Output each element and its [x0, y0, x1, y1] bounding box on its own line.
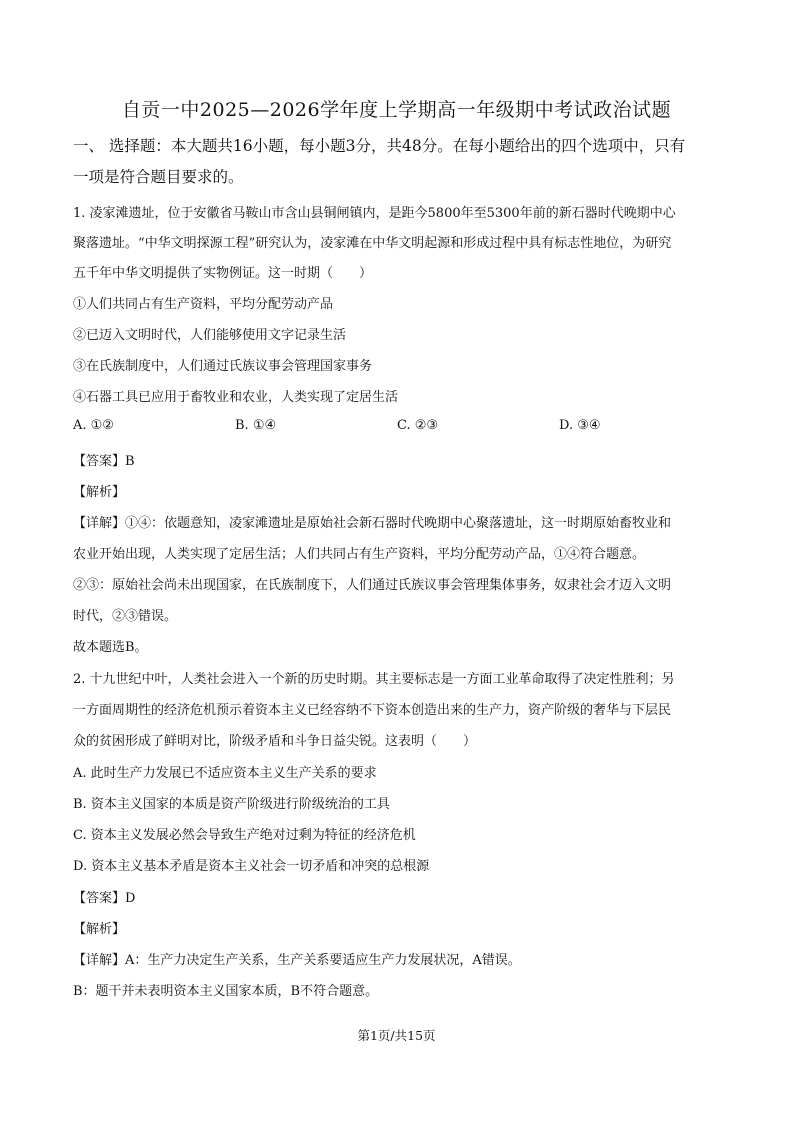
q1-detail-line2: 农业开始出现，人类实现了定居生活；人们共同占有生产资料，平均分配劳动产品，①④符合题意。: [73, 547, 646, 562]
q1-stem-line1: 1. 凌家滩遗址，位于安徽省马鞍山市含山县铜闸镇内，是距今5800年至5300年前的新石器时代晚期中心: [73, 206, 676, 221]
q1-statement-1: ①人们共同占有生产资料，平均分配劳动产品: [73, 297, 334, 312]
q2-analysis-label: 【解析】: [73, 922, 126, 937]
q1-detail-line4: 时代，②③错误。: [73, 609, 178, 624]
q2-option-b: B. 资本主义国家的本质是资产阶级进行阶级统治的工具: [73, 797, 390, 812]
q2-stem-line1: 2. 十九世纪中叶，人类社会进入一个新的历史时期。其主要标志是一方面工业革命取得了决定性胜利；另: [73, 672, 675, 687]
q2-option-c: C. 资本主义发展必然会导致生产绝对过剩为特征的经济危机: [73, 828, 416, 843]
q1-conclusion: 故本题选B。: [73, 640, 148, 655]
q1-stem-line3: 五千年中华文明提供了实物例证。这一时期（ ）: [73, 266, 373, 281]
q1-detail-line3: ②③：原始社会尚未出现国家，在氏族制度下，人们通过氏族议事会管理集体事务，奴隶社会才迈入文明: [73, 578, 672, 593]
q1-option-c: C. ②③: [397, 418, 439, 433]
q1-stem-line2: 聚落遗址。“中华文明探源工程”研究认为，凌家滩在中华文明起源和形成过程中具有标志性地位，为研究: [73, 236, 672, 251]
q1-statement-2: ②已迈入文明时代，人们能够使用文字记录生活: [73, 328, 347, 343]
q1-detail-line1: 【详解】①④：依题意知，凌家滩遗址是原始社会新石器时代晚期中心聚落遗址，这一时期原始畜牧业和: [73, 516, 672, 531]
q1-option-b: B. ①④: [235, 418, 277, 433]
q2-stem-line2: 一方面周期性的经济危机预示着资本主义已经容纳不下资本创造出来的生产力，资产阶级的奢华与下层民: [73, 703, 672, 718]
q1-statement-3: ③在氏族制度中，人们通过氏族议事会管理国家事务: [73, 359, 373, 374]
q1-answer: 【答案】B: [73, 454, 135, 469]
section-heading-line1: 一、 选择题：本大题共16小题，每小题3分，共48分。在每小题给出的四个选项中，只有: [73, 137, 686, 155]
q2-option-d: D. 资本主义基本矛盾是资本主义社会一切矛盾和冲突的总根源: [73, 859, 430, 874]
q2-detail-line2: B：题干并未表明资本主义国家本质，B不符合题意。: [73, 984, 379, 999]
q2-answer: 【答案】D: [73, 891, 136, 906]
q1-analysis-label: 【解析】: [73, 485, 126, 500]
q1-statement-4: ④石器工具已应用于畜牧业和农业，人类实现了定居生活: [73, 390, 399, 405]
exam-title: 自贡一中2025—2026学年度上学期高一年级期中考试政治试题: [121, 99, 672, 121]
q2-detail-line1: 【详解】A：生产力决定生产关系，生产关系要适应生产力发展状况，A错误。: [73, 953, 521, 968]
q2-option-a: A. 此时生产力发展已不适应资本主义生产关系的要求: [73, 766, 377, 781]
q1-option-a: A. ①②: [73, 418, 114, 433]
q1-options: [73, 418, 723, 433]
q1-option-d: D. ③④: [559, 418, 601, 433]
section-heading-line2: 一项是符合题目要求的。: [73, 168, 244, 186]
page-number: 第1页/共15页: [357, 1028, 436, 1043]
q2-stem-line3: 众的贫困形成了鲜明对比，阶级矛盾和斗争日益尖锐。这表明（ ）: [73, 734, 477, 749]
